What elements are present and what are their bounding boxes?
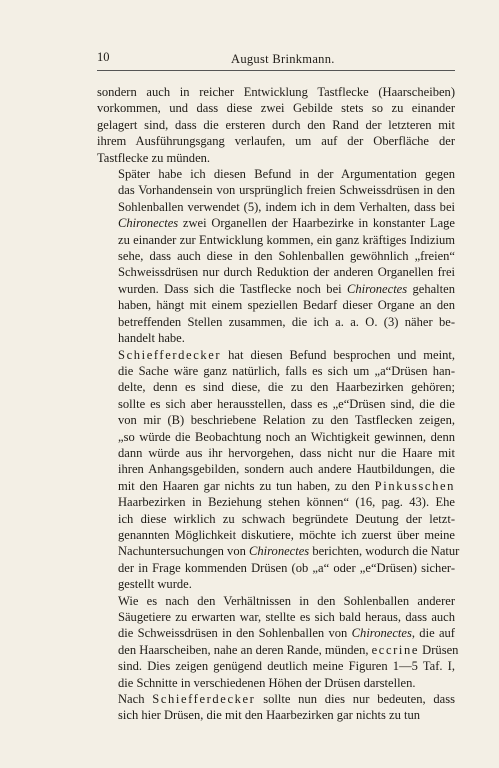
text-line: sollte es sich aber herausstellen, dass es „e“Drüsen sind, die die — [118, 396, 455, 411]
spaced-name: eccrine — [371, 642, 420, 657]
italic-term: Chironectes — [346, 281, 408, 296]
paragraph — [97, 166, 455, 346]
text-line: sehe, dass auch diese in den Sohlenballen gewöhnlich „freien“ — [118, 249, 455, 264]
text-line: ich diese wirklich zu schwach begründete Deutung der letzt- — [118, 511, 455, 526]
running-head: August Brinkmann. — [231, 52, 335, 66]
text-line: Nach Schiefferdecker sollte nun dies nur bedeuten, dass — [118, 692, 456, 707]
spaced-name: Schiefferdecker — [152, 692, 256, 707]
text-line: Schweissdrüsen nur durch Reduktion der anderen Organellen frei — [118, 265, 455, 280]
text-line: wurden. Dass sich die Tastflecke noch bei Chironectes gehalten — [118, 281, 455, 296]
text-line: dann würde aus ihr hervorgehen, dass nicht nur die Haare mit — [118, 445, 455, 460]
paragraph — [97, 691, 455, 724]
text-line: sich hier Drüsen, die mit den Haarbezirken gar nichts zu tun — [118, 708, 421, 723]
text-line: Haarbezirken in Beziehung stehen können“ (16, pag. 43). Ehe — [118, 495, 455, 510]
text-line: vorkommen, und dass diese zwei Gebilde stets so zu einander — [97, 101, 455, 116]
spaced-name: Schiefferdecker — [118, 347, 222, 362]
text-line: genannten Möglichkeit diskutiere, möchte ich zuerst über meine — [118, 527, 455, 542]
text-line: sondern auch in reicher Entwicklung Tastflecke (Haarscheiben) — [97, 85, 455, 99]
italic-term: Chironectes — [249, 544, 310, 559]
text-line: mit den Haaren gar nichts zu tun haben, zu den Pinkusschen — [118, 478, 455, 493]
page-number: 10 — [97, 50, 110, 64]
text-line: handelt habe. — [118, 331, 185, 346]
text-line: Später habe ich diesen Befund in der Argumentation gegen — [118, 167, 455, 182]
text-line: die Schnitte in verschiedenen Höhen der Drüsen darstellen. — [118, 675, 416, 690]
text-line: von mir (B) beschriebene Relation zu den Tastflecken zeigen, — [118, 413, 455, 428]
text-line: das Vorhandensein von ursprünglich freien Schweissdrüsen in den — [118, 183, 455, 198]
text-line: der in Frage kommenden Drüsen (ob „a“ oder „e“Drüsen) sicher- — [118, 560, 455, 575]
text-line: Sohlenballen verwendet (5), indem ich in dem Verhalten, dass bei — [118, 199, 455, 214]
paragraph — [97, 593, 459, 691]
text-line: gelagert sind, dass die ersteren durch den Rand der letzteren mit — [97, 117, 455, 132]
text-line: sind. Dies zeigen genügend deutlich meine Figuren 1—5 Taf. I, — [118, 659, 455, 674]
text-line: Chironectes zwei Organellen der Haarbezirke in konstanter Lage — [118, 216, 455, 231]
text-line: ihrem Ausführungsgang verlaufen, um auf der Oberfläche der — [97, 134, 455, 149]
text-line: delte, denn es sind diese, die zu den Haarbezirken gehören; — [118, 380, 455, 395]
text-line: Tastflecke zu münden. — [97, 150, 211, 165]
text-line: die Sache wäre ganz natürlich, falls es sich um „a“Drüsen han- — [118, 363, 455, 378]
text-line: betreffenden Stellen zusammen, die ich a. a. O. (3) näher be- — [118, 314, 455, 329]
page-header — [97, 50, 455, 70]
text-line: Säugetiere zu erwarten war, stellte es sich bald heraus, dass auch — [118, 610, 455, 624]
text-line: Wie es nach den Verhältnissen in den Sohlenballen anderer — [118, 593, 455, 608]
paragraph — [97, 347, 460, 593]
text-line: zu einander zur Entwicklung kommen, ein ganz kräftiges Indizium — [118, 232, 455, 247]
italic-term: Chironectes — [351, 626, 412, 641]
text-line: den Haarscheiben, nahe an deren Rande, münden, eccrine Drüsen — [118, 642, 459, 657]
text-line: Schiefferdecker hat diesen Befund besprochen und meint, — [118, 347, 455, 362]
text-line: haben, hängt mit einem speziellen Bedarf dieser Organe an den — [118, 298, 455, 313]
paragraph — [97, 84, 455, 166]
text-line: ihren Anhangsgebilden, sondern auch andere Hautbildungen, die — [118, 462, 455, 477]
body-text — [97, 84, 460, 724]
text-line: „so würde die Beobachtung noch an Wichtigkeit gewinnen, denn — [118, 429, 455, 444]
spaced-name: Pinkusschen — [374, 478, 455, 493]
header-rule — [97, 70, 455, 71]
text-line: die Schweissdrüsen in den Sohlenballen von Chironectes, die auf — [118, 626, 455, 641]
italic-term: Chironectes — [118, 216, 179, 231]
text-line: gestellt wurde. — [118, 577, 192, 592]
text-line: Nachuntersuchungen von Chironectes berichten, wodurch die Natur — [118, 544, 460, 559]
